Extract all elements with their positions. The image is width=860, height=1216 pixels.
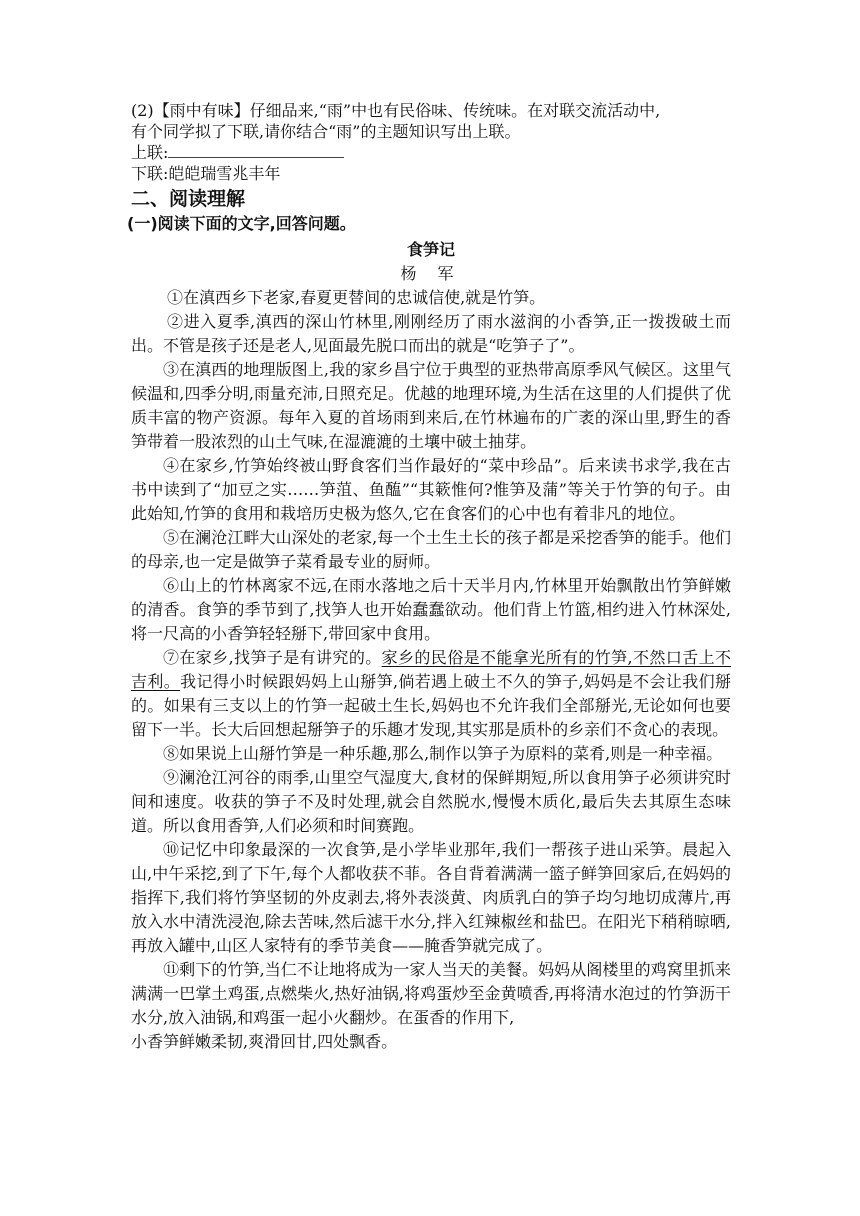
paragraph-11	[131, 958, 731, 1030]
question-2-line-1: (2)【雨中有味】仔细品来,“雨”中也有民俗味、传统味。在对联交流活动中,	[131, 101, 661, 120]
paragraph-11-last-line: 小香笋鲜嫩柔韧,爽滑回甘,四处飘香。	[131, 1032, 398, 1051]
upper-couplet-blank[interactable]	[168, 143, 344, 158]
paragraph-7-rest: 我记得小时候跟妈妈上山掰笋,倘若遇上破土不久的笋子,妈妈是不会让我们掰的。如果有三支以上的竹笋一起破土生长,妈妈也不允许我们全部掰光,无论如何也要留下一半。长大后回想起掰笋子的乐趣才发现,其实那是质朴的乡亲们不贪心的表现。	[131, 672, 731, 739]
paragraph-3: ③在滇西的地理版图上,我的家乡昌宁位于典型的亚热带高原季风气候区。这里气候温和,四季分明,雨量充沛,日照充足。优越的地理环境,为生活在这里的人们提供了优质丰富的物产资源。每年入夏的首场雨到来后,在竹林遍布的广袤的深山里,野生的香笋带着一股浓烈的山土气味,在湿漉漉的土壤中破土抽芽。	[131, 360, 731, 451]
paragraph-8: ⑧如果说上山掰竹笋是一种乐趣,那么,制作以笋子为原料的菜肴,则是一种幸福。	[163, 744, 723, 763]
paragraph-5: ⑤在澜沧江畔大山深处的老家,每一个土生土长的孩子都是采挖香笋的能手。他们的母亲,也一定是做笋子菜肴最专业的厨师。	[131, 528, 731, 571]
paragraph-9: ⑨澜沧江河谷的雨季,山里空气湿度大,食材的保鲜期短,所以食用笋子必须讲究时间和速度。收获的笋子不及时处理,就会自然脱水,慢慢木质化,最后失去其原生态味道。所以食用香笋,人们必须和时间赛跑。	[131, 768, 731, 835]
lower-couplet: 下联:皑皑瑞雪兆丰年	[131, 164, 281, 183]
document-page	[127, 100, 731, 1054]
section-title: 二、阅读理解	[131, 188, 246, 210]
paragraph-7-intro: ⑦在家乡,找笋子是有讲究的。	[163, 648, 382, 667]
paragraph-4: ④在家乡,竹笋始终被山野食客们当作最好的“菜中珍品”。后来读书求学,我在古书中读到了“加豆之实……笋菹、鱼醢”“其簌惟何?惟笋及蒲”等关于竹笋的句子。由此始知,竹笋的食用和栽培历史极为悠久,它在食客们的心中也有着非凡的地位。	[131, 456, 731, 523]
upper-couplet-row	[131, 142, 731, 163]
subsection-title: (一)阅读下面的文字,回答问题。	[127, 214, 356, 233]
paragraph-10: ⑩记忆中印象最深的一次食笋,是小学毕业那年,我们一帮孩子进山采笋。晨起入山,中午采挖,到了下午,每个人都收获不菲。各自背着满满一篮子鲜笋回家后,在妈妈的指挥下,我们将竹笋坚韧的外皮剥去,将外表淡黄、肉质乳白的笋子均匀地切成薄片,再放入水中清洗浸泡,除去苦味,然后滤干水分,拌入红辣椒丝和盐巴。在阳光下稍稍晾晒,再放入罐中,山区人家特有的季节美食——腌香笋就完成了。	[131, 840, 731, 955]
article-author: 杨 军	[400, 264, 462, 283]
question-2-line-2: 有个同学拟了下联,请你结合“雨”的主题知识写出上联。	[131, 122, 521, 141]
paragraph-2: ②进入夏季,滇西的深山竹林里,刚刚经历了雨水滋润的小香笋,正一拨拨破土而出。不管是孩子还是老人,见面最先脱口而出的就是“吃笋子了”。	[131, 312, 731, 355]
article-title: 食笋记	[406, 240, 455, 259]
paragraph-1: ①在滇西乡下老家,春夏更替间的忠诚信使,就是竹笋。	[167, 288, 546, 307]
paragraph-6: ⑥山上的竹林离家不远,在雨水落地之后十天半月内,竹林里开始飘散出竹笋鲜嫩的清香。食笋的季节到了,找笋人也开始蠢蠢欲动。他们背上竹篮,相约进入竹林深处,将一尺高的小香笋轻轻掰下,带回家中食用。	[131, 576, 731, 643]
paragraph-7	[131, 646, 731, 742]
underlined-sentence: 家乡的民俗是不能拿光所有的竹笋,不然口舌上不吉利。	[131, 648, 731, 691]
upper-couplet-label: 上联:	[131, 143, 169, 162]
paragraph-11-text: ⑪剩下的竹笋,当仁不让地将成为一家人当天的美餐。妈妈从阁楼里的鸡窝里抓来满满一巴掌土鸡蛋,点燃柴火,热好油锅,将鸡蛋炒至金黄喷香,再将清水泡过的竹笋沥干水分,放入油锅,和鸡蛋一起小火翻炒。在蛋香的作用下,	[131, 960, 731, 1027]
